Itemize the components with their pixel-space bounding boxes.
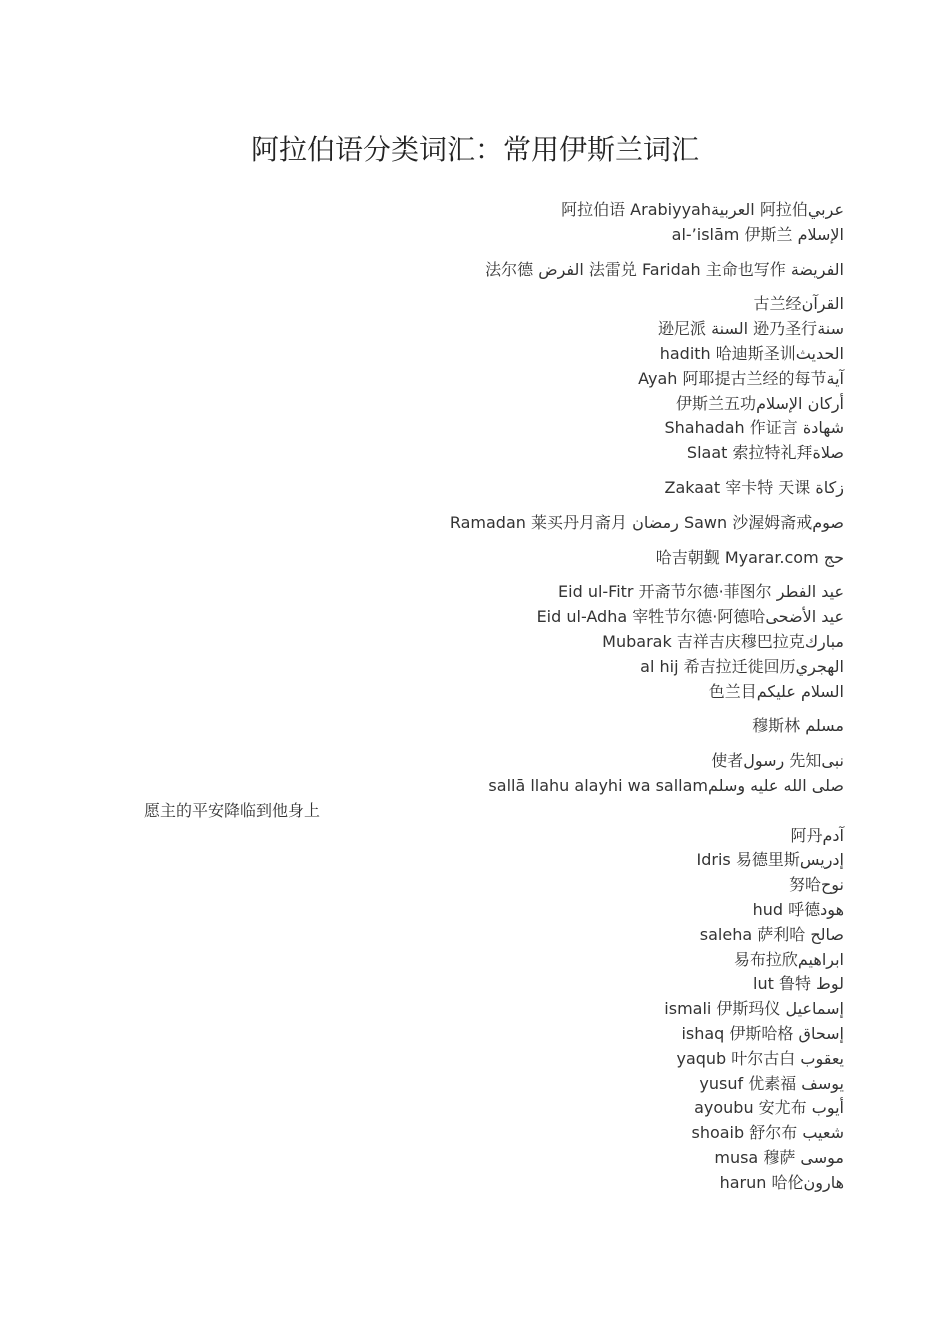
vocabulary-entry: القرآن古兰经 — [753, 294, 844, 314]
vocabulary-group — [144, 714, 844, 739]
vocabulary-entry: أيوب ayoubu 安尤布 — [694, 1098, 844, 1118]
vocabulary-entry: عيد الأضحىEid ul-Adha 宰牲节尔德·阿德哈 — [536, 607, 844, 627]
vocabulary-entry: يوسف yusuf 优素福 — [699, 1073, 844, 1093]
vocabulary-entry: صلى الله عليه وسلمsallā llahu alayhi wa sallam — [488, 775, 844, 795]
vocabulary-entry: الفريضة 法雷兑 Faridah 主命也写作 الفرض 法尔德 — [485, 259, 844, 279]
vocabulary-entry: ابراهيم易布拉欣 — [733, 949, 844, 969]
vocabulary-entry: سنة逊乃圣行 السنة 逊尼派 — [657, 319, 844, 339]
vocabulary-entry: مباركMubarak 吉祥吉庆穆巴拉克 — [602, 631, 844, 651]
vocabulary-entry: السلام عليكم色兰目 — [708, 681, 844, 701]
vocabulary-entry: صومSawn 沙渥姆斋戒 رمضان Ramadan 莱买丹月斋月 — [449, 512, 844, 532]
vocabulary-group — [144, 198, 844, 248]
vocabulary-group — [144, 258, 844, 283]
vocabulary-entry: صلاةSlaat 索拉特礼拜 — [686, 443, 844, 463]
vocabulary-group — [144, 511, 844, 536]
vocabulary-entry: الإسلام al-’islām 伊斯兰 — [671, 224, 844, 244]
vocabulary-entry: موسى musa 穆萨 — [714, 1147, 844, 1167]
vocabulary-entry: أركان الإسلام伊斯兰五功 — [676, 393, 844, 413]
vocabulary-entry: حج 哈吉朝觐 Myarar.com — [655, 547, 844, 567]
vocabulary-group — [144, 580, 844, 704]
vocabulary-entry: صالح saleha 萨利哈 — [699, 924, 844, 944]
vocabulary-entry: هودhud 呼德 — [752, 899, 844, 919]
vocabulary-entry: زكاة Zakaat 宰卡特 天课 — [664, 477, 844, 497]
vocabulary-entry: شعيب shoaib 舒尔布 — [691, 1123, 844, 1143]
vocabulary-group — [144, 292, 844, 466]
vocabulary-entry: الهجريal hij 希吉拉迁徙回历 — [640, 656, 844, 676]
vocabulary-entry: إدريسIdris 易德里斯 — [696, 850, 844, 870]
vocabulary-entry: آدم阿丹 — [790, 825, 844, 845]
vocabulary-entry: عيد الفطر Eid ul-Fitr 开斋节尔德·菲图尔 — [558, 582, 844, 602]
vocabulary-entry: مسلم 穆斯林 — [752, 716, 844, 736]
vocabulary-entry: عربي阿拉伯 العربية阿拉伯语 Arabiyyah — [561, 200, 844, 219]
vocabulary-entry: نبى先知 رسول使者 — [711, 751, 844, 771]
vocabulary-entry: شهادة Shahadah 作证言 — [664, 418, 844, 438]
vocabulary-entry: إسحاق ishaq 伊斯哈格 — [681, 1023, 844, 1043]
vocabulary-entry: نوح努哈 — [788, 875, 844, 895]
vocabulary-group — [144, 749, 844, 1195]
vocabulary-entry: آيةAyah 阿耶提古兰经的每节 — [638, 368, 844, 388]
page-title: 阿拉伯语分类词汇：常用伊斯兰词汇 — [250, 133, 699, 166]
vocabulary-entry: الحديثhadith 哈迪斯圣训 — [659, 343, 844, 363]
vocabulary-entry: لوط lut 鲁特 — [753, 974, 844, 994]
vocabulary-group — [144, 546, 844, 571]
vocabulary-group — [144, 476, 844, 501]
vocabulary-entry: يعقوب yaqub 叶尔古白 — [676, 1048, 844, 1068]
vocabulary-entry: إسماعيل ismali 伊斯玛仪 — [664, 999, 844, 1019]
vocabulary-entry: 愿主的平安降临到他身上 — [144, 800, 321, 820]
vocabulary-list — [144, 198, 844, 1205]
vocabulary-entry: هارونharun 哈伦 — [719, 1172, 844, 1192]
